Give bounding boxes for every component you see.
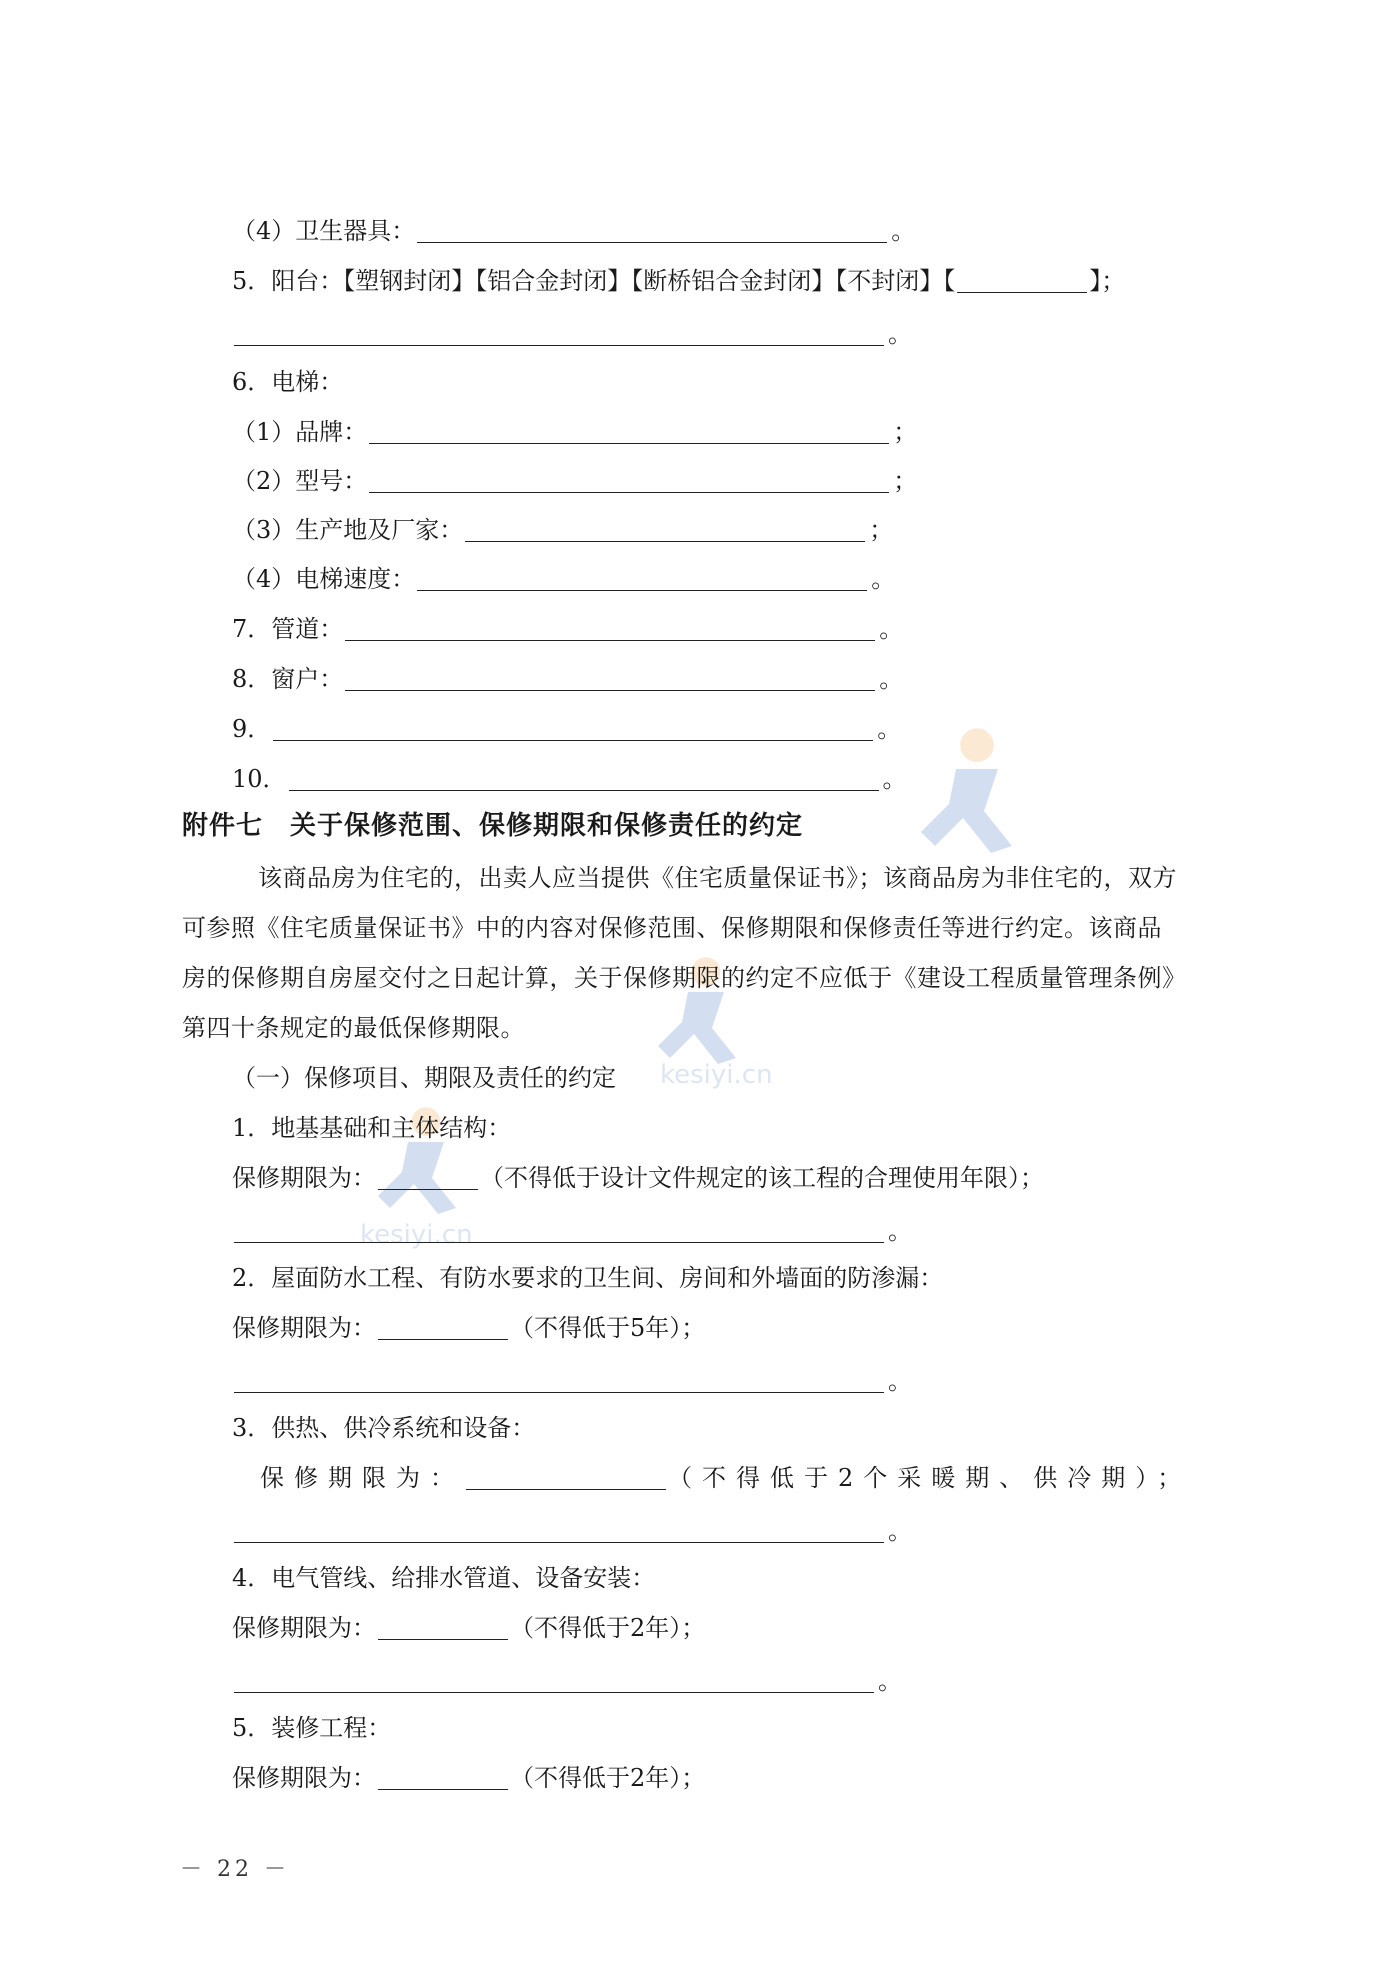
period-mark: 。	[877, 715, 902, 743]
balcony-line	[232, 265, 1125, 297]
decoration-period-label: 保修期限为：	[232, 1764, 376, 1792]
balcony-extra-field[interactable]	[234, 319, 884, 346]
elevator-speed-label: （4）电梯速度：	[232, 565, 416, 593]
watermark-runner-icon	[900, 720, 1040, 860]
elevator-model-label: （2）型号：	[232, 467, 368, 495]
foundation-extra-field[interactable]	[234, 1216, 884, 1243]
waterproof-period-note: （不得低于5年）；	[510, 1314, 706, 1342]
annex7-para-line4: 第四十条规定的最低保修期限。	[182, 1014, 525, 1042]
elevator-model-field[interactable]	[369, 466, 889, 493]
balcony-other-field[interactable]	[957, 266, 1087, 293]
waterproof-period-field[interactable]	[378, 1313, 508, 1340]
watermark-text: kesiyi.cn	[360, 1220, 473, 1250]
elevator-origin-label: （3）生产地及厂家：	[232, 516, 464, 544]
annex7-subtitle: （一）保修项目、期限及责任的约定	[232, 1064, 616, 1092]
waterproof-title: 2．屋面防水工程、有防水要求的卫生间、房间和外墙面的防渗漏：	[232, 1264, 944, 1292]
windows-label: 8．窗户：	[232, 665, 344, 693]
decoration-period-line	[232, 1762, 705, 1794]
foundation-extra-line	[232, 1215, 912, 1247]
balcony-extra-line	[232, 318, 912, 350]
annex7-para-line1: 该商品房为住宅的，出卖人应当提供《住宅质量保证书》；该商品房为非住宅的，双方	[258, 864, 1177, 892]
balcony-options: 5．阳台：【塑钢封闭】【铝合金封闭】【断桥铝合金封闭】【不封闭】【	[232, 267, 956, 295]
waterproof-extra-field[interactable]	[234, 1366, 884, 1393]
foundation-period-label: 保修期限为：	[232, 1164, 376, 1192]
item9-field[interactable]	[273, 714, 873, 741]
semicolon-mark: ；	[893, 418, 918, 446]
decoration-title: 5．装修工程：	[232, 1714, 392, 1742]
electrical-period-field[interactable]	[378, 1613, 508, 1640]
pipes-label: 7．管道：	[232, 615, 344, 643]
electrical-title: 4．电气管线、给排水管道、设备安装：	[232, 1564, 656, 1592]
annex7-title: 附件七 关于保修范围、保修期限和保修责任的约定	[182, 811, 804, 841]
semicolon-mark: ；	[869, 516, 894, 544]
heating-title: 3．供热、供冷系统和设备：	[232, 1414, 536, 1442]
item10-field[interactable]	[289, 764, 879, 791]
period-mark: 。	[888, 320, 912, 348]
elevator-title-text: 6．电梯：	[232, 368, 344, 396]
period-mark: 。	[882, 765, 907, 793]
item10-label: 10．	[232, 765, 287, 793]
waterproof-period-line	[232, 1312, 705, 1344]
windows-field[interactable]	[345, 664, 875, 691]
elevator-brand-field[interactable]	[369, 417, 889, 444]
period-mark: 。	[891, 217, 916, 245]
foundation-period-field[interactable]	[378, 1163, 478, 1190]
period-mark: 。	[871, 565, 896, 593]
windows-line	[232, 663, 903, 695]
heating-period-line	[260, 1462, 1191, 1494]
heating-period-note: （不得低于2个采暖期、供冷期）；	[668, 1464, 1192, 1492]
item9-line	[232, 713, 901, 745]
heating-extra-line	[232, 1515, 912, 1547]
elevator-brand-line	[232, 416, 917, 448]
period-mark: 。	[888, 1367, 912, 1395]
waterproof-period-label: 保修期限为：	[232, 1314, 376, 1342]
heating-period-label: 保修期限为：	[260, 1464, 464, 1492]
item9-label: 9．	[232, 715, 272, 743]
decoration-period-field[interactable]	[378, 1763, 508, 1790]
annex7-para-line3: 房的保修期自房屋交付之日起计算，关于保修期限的约定不应低于《建设工程质量管理条例》	[182, 964, 1187, 992]
electrical-extra-field[interactable]	[234, 1666, 874, 1693]
period-mark: 。	[888, 1217, 912, 1245]
pipes-field[interactable]	[345, 614, 875, 641]
period-mark: 。	[879, 615, 904, 643]
waterproof-extra-line	[232, 1365, 912, 1397]
semicolon-mark: ；	[893, 467, 918, 495]
item10-line	[232, 763, 907, 795]
period-mark: 。	[879, 665, 904, 693]
sanitary-ware-line	[232, 215, 915, 247]
balcony-end: 】；	[1089, 267, 1126, 295]
decoration-period-note: （不得低于2年）；	[510, 1764, 706, 1792]
elevator-origin-line	[232, 514, 893, 546]
watermark-text: kesiyi.cn	[660, 1060, 773, 1090]
elevator-model-line	[232, 465, 917, 497]
heating-extra-field[interactable]	[234, 1516, 884, 1543]
foundation-period-line	[232, 1162, 1044, 1194]
heating-period-field[interactable]	[466, 1463, 666, 1490]
pipes-line	[232, 613, 903, 645]
elevator-title	[232, 366, 343, 398]
annex7-para-line2: 可参照《住宅质量保证书》中的内容对保修范围、保修期限和保修责任等进行约定。该商品	[182, 914, 1162, 942]
electrical-period-label: 保修期限为：	[232, 1614, 376, 1642]
foundation-title: 1．地基基础和主体结构：	[232, 1114, 512, 1142]
electrical-period-note: （不得低于2年）；	[510, 1614, 706, 1642]
elevator-speed-line	[232, 563, 895, 595]
page-number: － 22 －	[180, 1857, 290, 1882]
foundation-period-note: （不得低于设计文件规定的该工程的合理使用年限）；	[480, 1164, 1044, 1192]
electrical-period-line	[232, 1612, 705, 1644]
elevator-brand-label: （1）品牌：	[232, 418, 368, 446]
elevator-speed-field[interactable]	[417, 564, 867, 591]
elevator-origin-field[interactable]	[465, 515, 865, 542]
sanitary-ware-label: （4）卫生器具：	[232, 217, 416, 245]
electrical-extra-line	[232, 1665, 902, 1697]
period-mark: 。	[878, 1667, 902, 1695]
period-mark: 。	[888, 1517, 912, 1545]
sanitary-ware-field[interactable]	[417, 216, 887, 243]
